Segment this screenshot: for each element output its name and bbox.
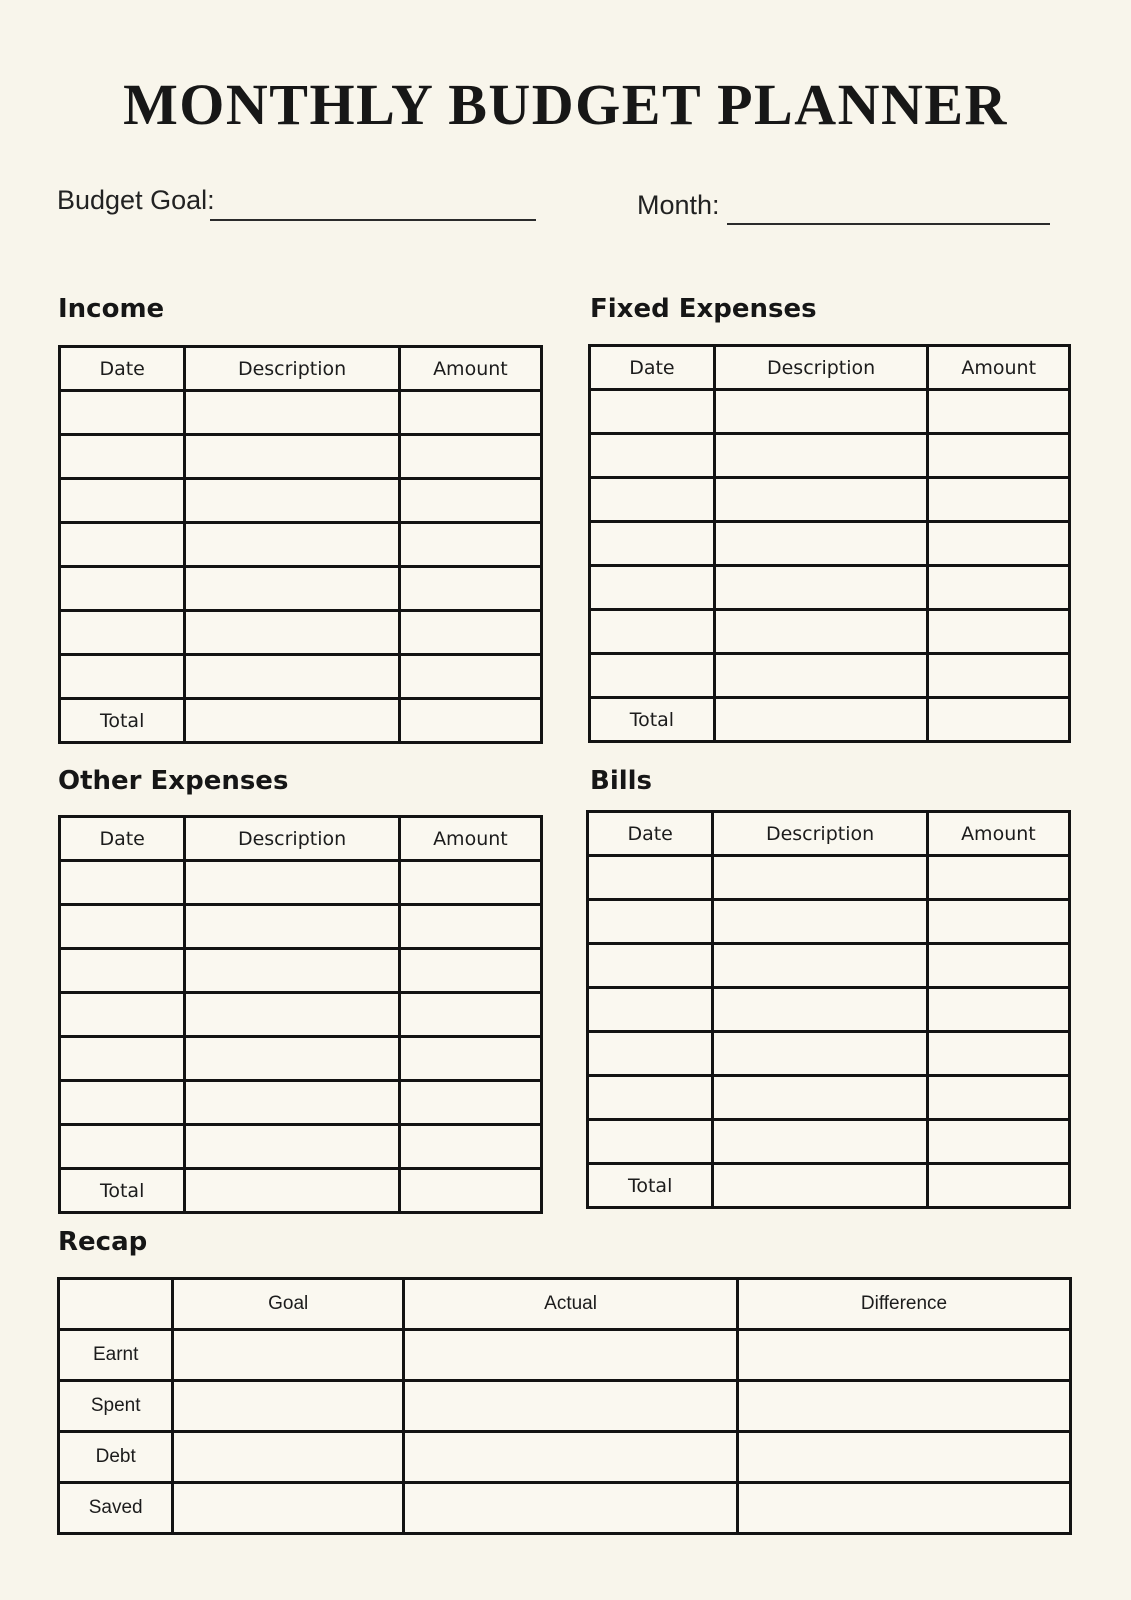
table-row [590, 434, 1070, 478]
table-row [60, 567, 542, 611]
description-cell[interactable] [185, 905, 399, 949]
description-cell[interactable] [713, 1076, 927, 1120]
amount-cell[interactable] [927, 988, 1069, 1032]
month-field[interactable] [727, 223, 1050, 225]
income-table [58, 345, 543, 744]
description-cell[interactable] [714, 478, 928, 522]
date-cell[interactable] [60, 567, 185, 611]
table-row [60, 391, 542, 435]
amount-column-header: Amount [399, 817, 541, 861]
description-cell[interactable] [185, 949, 399, 993]
other-expenses-table [58, 815, 543, 1214]
table-row [588, 988, 1070, 1032]
amount-cell[interactable] [928, 434, 1070, 478]
total-description-cell[interactable] [714, 698, 928, 742]
earnt-row-label: Earnt [59, 1330, 173, 1381]
date-cell[interactable] [590, 566, 715, 610]
description-column-header: Description [185, 347, 399, 391]
amount-cell[interactable] [399, 567, 541, 611]
table-row [588, 900, 1070, 944]
description-cell[interactable] [185, 1125, 399, 1169]
table-row [588, 944, 1070, 988]
amount-column-header: Amount [399, 347, 541, 391]
amount-cell[interactable] [928, 654, 1070, 698]
bills-heading: Bills [590, 766, 653, 796]
description-cell[interactable] [714, 654, 928, 698]
description-cell[interactable] [713, 988, 927, 1032]
date-cell[interactable] [588, 1120, 713, 1164]
table-header-row [60, 817, 542, 861]
table-row [590, 390, 1070, 434]
total-amount-cell[interactable] [928, 698, 1070, 742]
table-row [590, 654, 1070, 698]
amount-cell[interactable] [928, 610, 1070, 654]
amount-cell[interactable] [928, 390, 1070, 434]
fixed-expenses-table [588, 344, 1071, 743]
spent-actual-cell[interactable] [404, 1381, 738, 1432]
total-row [60, 699, 542, 743]
amount-cell[interactable] [399, 391, 541, 435]
amount-cell[interactable] [928, 522, 1070, 566]
date-cell[interactable] [590, 654, 715, 698]
other-expenses-heading: Other Expenses [58, 766, 289, 796]
date-cell[interactable] [588, 944, 713, 988]
description-cell[interactable] [713, 944, 927, 988]
total-label: Total [60, 1169, 185, 1213]
description-cell[interactable] [185, 1081, 399, 1125]
total-label: Total [590, 698, 715, 742]
date-cell[interactable] [590, 390, 715, 434]
amount-cell[interactable] [399, 1125, 541, 1169]
total-label: Total [588, 1164, 713, 1208]
table-row [60, 435, 542, 479]
earnt-actual-cell[interactable] [404, 1330, 738, 1381]
recap-corner-cell [59, 1279, 173, 1330]
total-description-cell[interactable] [713, 1164, 927, 1208]
month-label: Month: [637, 190, 720, 220]
amount-cell[interactable] [399, 905, 541, 949]
table-header-row [60, 347, 542, 391]
amount-cell[interactable] [927, 900, 1069, 944]
date-cell[interactable] [590, 610, 715, 654]
table-row [588, 1076, 1070, 1120]
table-row [60, 479, 542, 523]
total-amount-cell[interactable] [399, 699, 541, 743]
budget-goal-field[interactable] [210, 219, 536, 221]
amount-cell[interactable] [927, 856, 1069, 900]
table-row [588, 1032, 1070, 1076]
table-row [588, 1120, 1070, 1164]
description-cell[interactable] [713, 1120, 927, 1164]
page-title: MONTHLY BUDGET PLANNER [123, 72, 1008, 137]
actual-column-header: Actual [404, 1279, 738, 1330]
date-cell[interactable] [60, 391, 185, 435]
description-cell[interactable] [185, 611, 399, 655]
table-row [60, 993, 542, 1037]
description-cell[interactable] [713, 900, 927, 944]
description-cell[interactable] [714, 390, 928, 434]
table-row [590, 566, 1070, 610]
table-header-row [588, 812, 1070, 856]
description-cell[interactable] [714, 522, 928, 566]
date-cell[interactable] [588, 856, 713, 900]
recap-header-row [59, 1279, 1071, 1330]
amount-cell[interactable] [399, 435, 541, 479]
date-column-header: Date [60, 817, 185, 861]
amount-cell[interactable] [399, 1081, 541, 1125]
income-heading: Income [58, 294, 165, 324]
date-cell[interactable] [590, 478, 715, 522]
table-row [60, 611, 542, 655]
table-row [60, 1037, 542, 1081]
date-column-header: Date [588, 812, 713, 856]
amount-cell[interactable] [399, 993, 541, 1037]
date-cell[interactable] [60, 1125, 185, 1169]
description-cell[interactable] [185, 1037, 399, 1081]
saved-actual-cell[interactable] [404, 1483, 738, 1534]
date-cell[interactable] [590, 522, 715, 566]
total-description-cell[interactable] [185, 699, 399, 743]
date-cell[interactable] [588, 1076, 713, 1120]
total-amount-cell[interactable] [927, 1164, 1069, 1208]
goal-column-header: Goal [173, 1279, 404, 1330]
spent-row-label: Spent [59, 1381, 173, 1432]
description-cell[interactable] [185, 567, 399, 611]
amount-cell[interactable] [399, 949, 541, 993]
earnt-goal-cell[interactable] [173, 1330, 404, 1381]
table-row [590, 478, 1070, 522]
table-row [60, 905, 542, 949]
date-cell[interactable] [60, 905, 185, 949]
description-cell[interactable] [185, 993, 399, 1037]
description-cell[interactable] [714, 566, 928, 610]
total-amount-cell[interactable] [399, 1169, 541, 1213]
recap-row-debt [59, 1432, 1071, 1483]
table-row [60, 523, 542, 567]
amount-cell[interactable] [927, 1120, 1069, 1164]
description-cell[interactable] [185, 523, 399, 567]
table-row [60, 1081, 542, 1125]
date-column-header: Date [60, 347, 185, 391]
description-cell[interactable] [714, 434, 928, 478]
date-cell[interactable] [60, 655, 185, 699]
date-cell[interactable] [588, 1032, 713, 1076]
total-row [590, 698, 1070, 742]
amount-cell[interactable] [399, 611, 541, 655]
debt-row-label: Debt [59, 1432, 173, 1483]
description-column-header: Description [185, 817, 399, 861]
amount-column-header: Amount [927, 812, 1069, 856]
saved-goal-cell[interactable] [173, 1483, 404, 1534]
recap-row-spent [59, 1381, 1071, 1432]
description-cell[interactable] [185, 655, 399, 699]
recap-row-saved [59, 1483, 1071, 1534]
amount-cell[interactable] [927, 1076, 1069, 1120]
table-row [590, 610, 1070, 654]
fixed-expenses-heading: Fixed Expenses [590, 294, 817, 324]
table-row [60, 861, 542, 905]
description-column-header: Description [713, 812, 927, 856]
amount-cell[interactable] [399, 655, 541, 699]
amount-cell[interactable] [927, 1032, 1069, 1076]
description-cell[interactable] [185, 391, 399, 435]
total-row [60, 1169, 542, 1213]
debt-actual-cell[interactable] [404, 1432, 738, 1483]
amount-cell[interactable] [399, 523, 541, 567]
table-row [60, 655, 542, 699]
amount-cell[interactable] [399, 861, 541, 905]
spent-goal-cell[interactable] [173, 1381, 404, 1432]
description-cell[interactable] [713, 1032, 927, 1076]
date-cell[interactable] [588, 988, 713, 1032]
recap-heading: Recap [58, 1227, 148, 1257]
description-cell[interactable] [185, 435, 399, 479]
total-label: Total [60, 699, 185, 743]
description-cell[interactable] [713, 856, 927, 900]
table-row [588, 856, 1070, 900]
table-row [60, 949, 542, 993]
description-cell[interactable] [185, 479, 399, 523]
date-cell[interactable] [588, 900, 713, 944]
recap-table [57, 1277, 1072, 1535]
table-row [60, 1125, 542, 1169]
total-row [588, 1164, 1070, 1208]
description-cell[interactable] [714, 610, 928, 654]
amount-cell[interactable] [928, 566, 1070, 610]
amount-column-header: Amount [928, 346, 1070, 390]
earnt-difference-cell[interactable] [738, 1330, 1071, 1381]
date-cell[interactable] [60, 861, 185, 905]
table-row [590, 522, 1070, 566]
date-cell[interactable] [60, 993, 185, 1037]
date-cell[interactable] [60, 949, 185, 993]
debt-difference-cell[interactable] [738, 1432, 1071, 1483]
total-description-cell[interactable] [185, 1169, 399, 1213]
budget-goal-label: Budget Goal: [57, 185, 215, 215]
date-cell[interactable] [60, 611, 185, 655]
description-cell[interactable] [185, 861, 399, 905]
description-column-header: Description [714, 346, 928, 390]
amount-cell[interactable] [928, 478, 1070, 522]
debt-goal-cell[interactable] [173, 1432, 404, 1483]
recap-row-earnt [59, 1330, 1071, 1381]
date-cell[interactable] [60, 479, 185, 523]
amount-cell[interactable] [399, 1037, 541, 1081]
saved-row-label: Saved [59, 1483, 173, 1534]
date-column-header: Date [590, 346, 715, 390]
spent-difference-cell[interactable] [738, 1381, 1071, 1432]
date-cell[interactable] [590, 434, 715, 478]
saved-difference-cell[interactable] [738, 1483, 1071, 1534]
amount-cell[interactable] [927, 944, 1069, 988]
date-cell[interactable] [60, 523, 185, 567]
date-cell[interactable] [60, 1081, 185, 1125]
table-header-row [590, 346, 1070, 390]
date-cell[interactable] [60, 1037, 185, 1081]
difference-column-header: Difference [738, 1279, 1071, 1330]
amount-cell[interactable] [399, 479, 541, 523]
bills-table [586, 810, 1071, 1209]
date-cell[interactable] [60, 435, 185, 479]
